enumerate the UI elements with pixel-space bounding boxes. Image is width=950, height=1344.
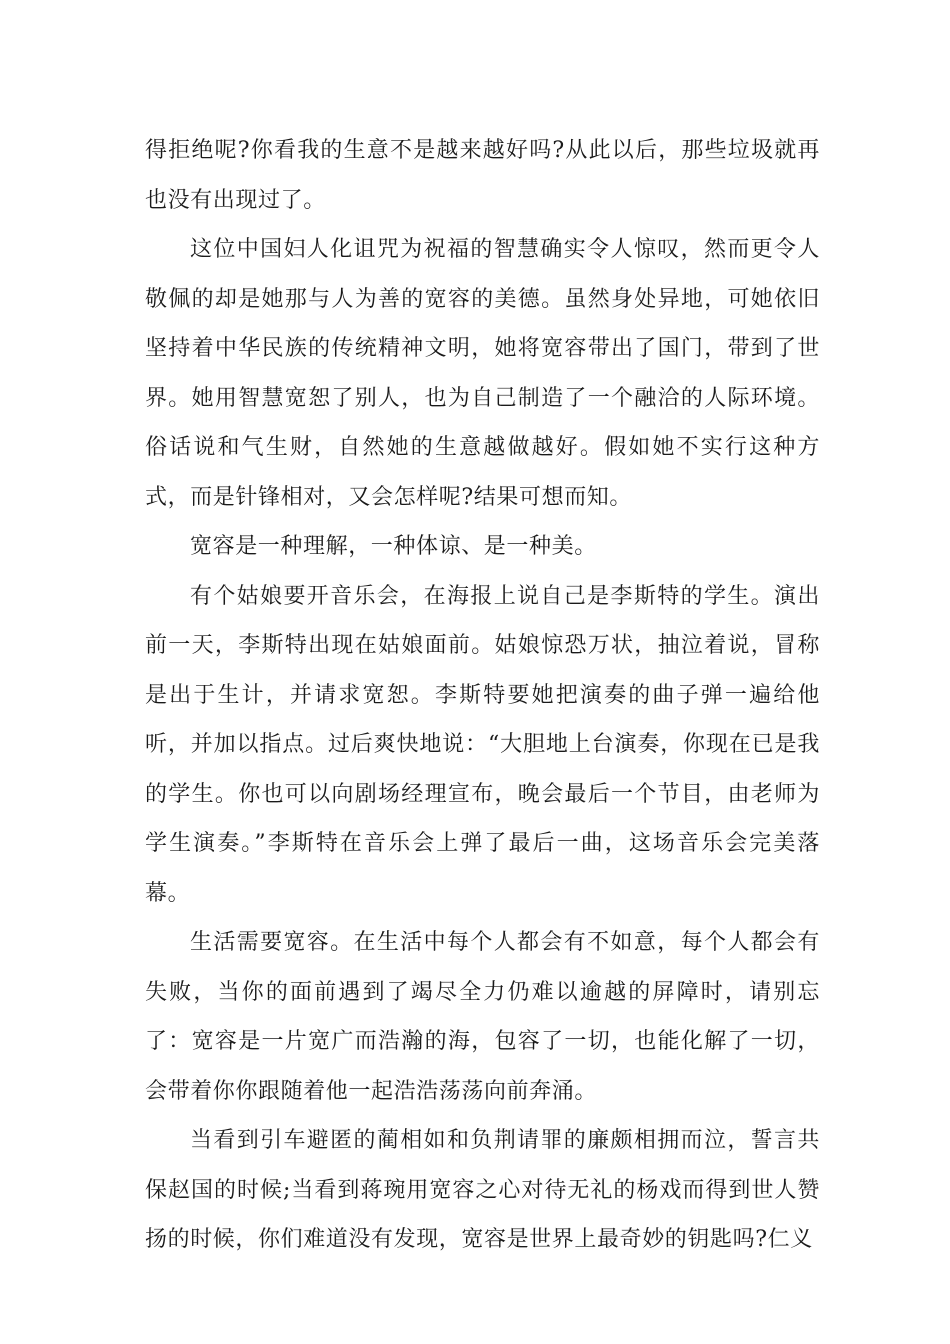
paragraph-5: 生活需要宽容。在生活中每个人都会有不如意，每个人都会有失败，当你的面前遇到了竭尽全力仍难以逾越的屏障时，请别忘了：宽容是一片宽广而浩瀚的海，包容了一切，也能化解了一切，会带着你你跟随着他一起浩浩荡荡向前奔涌。: [145, 930, 820, 1104]
paragraph-4: 有个姑娘要开音乐会，在海报上说自己是李斯特的学生。演出前一天，李斯特出现在姑娘面前。姑娘惊恐万状，抽泣着说，冒称是出于生计，并请求宽恕。李斯特要她把演奏的曲子弹一遍给他听，并加以指点。过后爽快地说：“大胆地上台演奏，你现在已是我的学生。你也可以向剧场经理宣布，晚会最后一个节目，由老师为学生演奏。”李斯特在音乐会上弹了最后一曲，这场音乐会完美落幕。: [145, 583, 820, 906]
paragraph-2: 这位中国妇人化诅咒为祝福的智慧确实令人惊叹，然而更令人敬佩的却是她那与人为善的宽容的美德。虽然身处异地，可她依旧坚持着中华民族的传统精神文明，她将宽容带出了国门，带到了世界。她用智慧宽恕了别人，也为自己制造了一个融洽的人际环境。俗话说和气生财，自然她的生意越做越好。假如她不实行这种方式，而是针锋相对，又会怎样呢?结果可想而知。: [145, 237, 820, 510]
paragraph-6: 当看到引车避匿的蔺相如和负荆请罪的廉颇相拥而泣，誓言共保赵国的时候;当看到蒋琬用宽容之心对待无礼的杨戏而得到世人赞扬的时候，你们难道没有发现，宽容是世界上最奇妙的钥匙吗?仁义: [145, 1128, 820, 1252]
body-text: [145, 126, 820, 1265]
paragraph-3: 宽容是一种理解，一种体谅、是一种美。: [190, 534, 597, 559]
paragraph-1: 得拒绝呢?你看我的生意不是越来越好吗?从此以后，那些垃圾就再也没有出现过了。: [145, 138, 820, 213]
